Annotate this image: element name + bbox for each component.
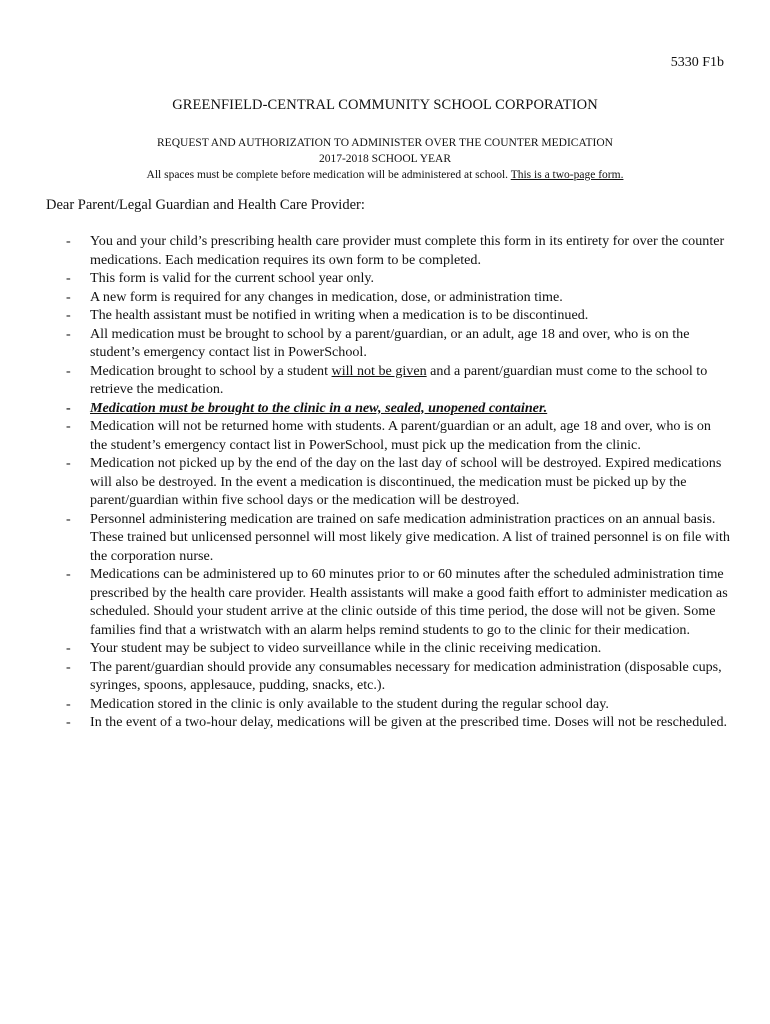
list-item	[66, 269, 730, 288]
two-page-notice: This is a two-page form.	[510, 169, 624, 181]
rule-text: You and your child’s prescribing health care provider must complete this form in its entirety for over the counter medications. Each medication requires its own form to be completed.	[90, 233, 725, 268]
rule-text: Medication stored in the clinic is only available to the student during the regular school day.	[90, 695, 609, 712]
bullet-dash: -	[66, 325, 71, 342]
bullet-dash: -	[66, 658, 71, 675]
list-item	[66, 288, 730, 307]
bullet-dash: -	[66, 418, 71, 434]
form-code: 5330 F1b	[670, 55, 724, 70]
list-item	[66, 306, 730, 325]
list-item	[66, 510, 730, 566]
rule-text: This form is valid for the current school year only.	[90, 270, 375, 286]
bullet-dash: -	[66, 362, 71, 379]
bullet-dash: -	[66, 695, 71, 712]
rule-text: Medication not picked up by the end of the day on the last day of school will be destroyed. Expired medications will also be destroyed. In the event a medication is discontinued, the medication must be picked up by the parent/guardian within five school days or the medication will be destroyed.	[90, 455, 722, 508]
rule-text: All medication must be brought to school by a parent/guardian, or an adult, age 18 and over, who is on the student’s emergency contact list in PowerSchool.	[90, 325, 690, 360]
bullet-dash: -	[66, 399, 71, 416]
list-item	[66, 362, 730, 399]
list-item	[66, 399, 730, 418]
rule-text: Your student may be subject to video surveillance while in the clinic receiving medication.	[90, 640, 602, 656]
rule-text-end: and a parent/guardian must come to the school to retrieve the medication.	[90, 362, 708, 397]
list-item	[66, 639, 730, 658]
salutation: Dear Parent/Legal Guardian and Health Care Provider:	[46, 197, 365, 213]
rule-text: In the event of a two-hour delay, medications will be given at the prescribed time. Doses will not be rescheduled.	[90, 714, 728, 730]
bullet-dash: -	[66, 510, 71, 527]
list-item	[66, 713, 730, 732]
bullet-dash: -	[66, 270, 71, 286]
school-year: 2017-2018 SCHOOL YEAR	[318, 153, 452, 165]
form-title-block	[0, 135, 770, 183]
rule-text: Medications can be administered up to 60 minutes prior to or 60 minutes after the scheduled administration time prescribed by the health care provider. Health assistants will make a good faith effort to administer medication as scheduled. Should your student arrive at the clinic outside of this time period, the dose will not be given. Some families find that a wristwatch with an alarm helps remind students to go to the clinic for their medication.	[90, 566, 728, 638]
list-item	[66, 417, 730, 454]
list-item	[66, 325, 730, 362]
rule-text-start: Medication brought to school by a student	[90, 362, 332, 379]
bullet-dash: -	[66, 288, 71, 305]
instructions-text: All spaces must be complete before medication will be administered at school.	[146, 169, 511, 181]
list-item	[66, 695, 730, 714]
rule-text: The parent/guardian should provide any consumables necessary for medication administration (disposable cups, syringes, spoons, applesauce, pudding, snacks, etc.).	[90, 658, 722, 693]
bullet-dash: -	[66, 640, 71, 656]
bullet-dash: -	[66, 566, 71, 582]
form-instructions	[0, 167, 770, 183]
bullet-dash: -	[66, 714, 71, 730]
form-title: REQUEST AND AUTHORIZATION TO ADMINISTER OVER THE COUNTER MEDICATION	[157, 137, 613, 149]
rule-text: The health assistant must be notified in writing when a medication is to be discontinued.	[90, 307, 589, 323]
list-item	[66, 232, 730, 269]
bullet-dash: -	[66, 455, 71, 471]
bullet-dash: -	[66, 233, 71, 249]
corporation-title: GREENFIELD-CENTRAL COMMUNITY SCHOOL CORPORATION	[172, 97, 598, 113]
rule-text: Personnel administering medication are trained on safe medication administration practices on an annual basis. These trained but unlicensed personnel will most likely give medication. A list of trained personnel is on file with the corporation nurse.	[90, 510, 730, 564]
rules-list	[66, 232, 730, 732]
rule-text	[90, 363, 707, 398]
list-item	[66, 565, 730, 639]
rule-text: A new form is required for any changes in medication, dose, or administration time.	[90, 288, 563, 305]
will-not-be-given: will not be given	[331, 362, 427, 379]
bullet-dash: -	[66, 307, 71, 323]
list-item	[66, 658, 730, 695]
emphasized-rule: Medication must be brought to the clinic in a new, sealed, unopened container.	[90, 399, 548, 416]
rule-text: Medication will not be returned home with students. A parent/guardian or an adult, age 18 and over, who is on the student’s emergency contact list in PowerSchool, must pick up the medication from the clinic.	[90, 418, 711, 453]
list-item	[66, 454, 730, 510]
